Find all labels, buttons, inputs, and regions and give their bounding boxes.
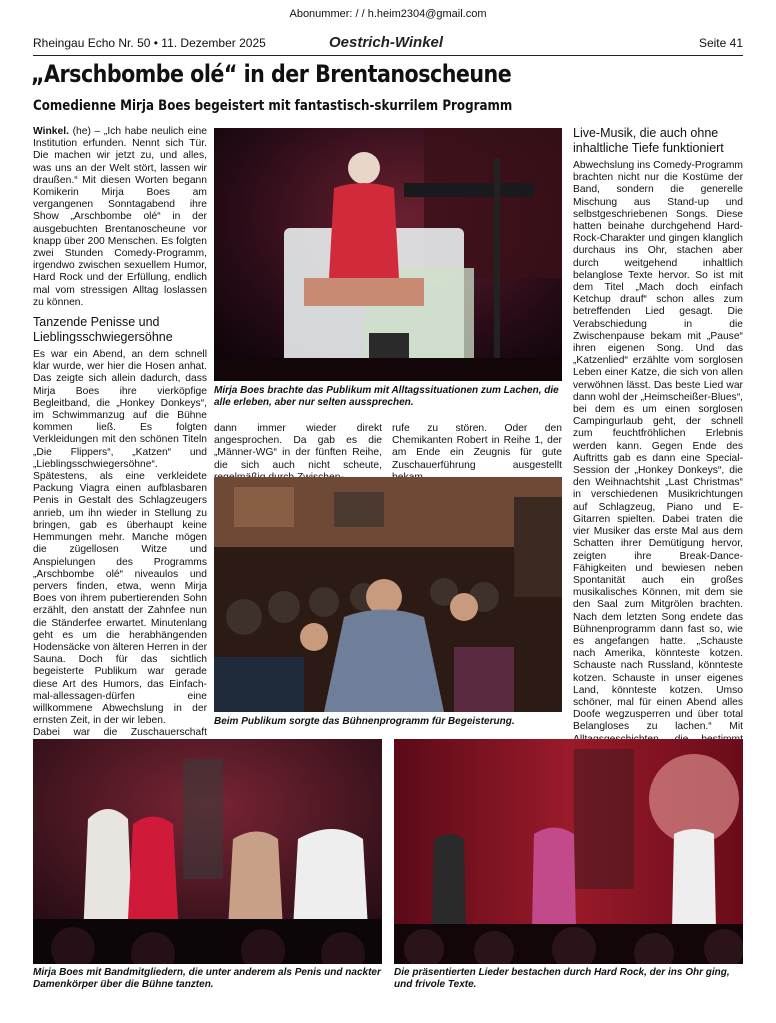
section-name: Oestrich-Winkel: [329, 34, 444, 51]
column-3-body: Abwechslung ins Comedy-Programm brachten nicht nur die Kostüme der Band, sondern die generelle Mischung aus Stand-up und selbstgeschriebenen Songs. Diese hatten beinahe durchgehend Hard-Rock-Charakter und gingen klanglich durchaus ins Ohr, stachen aber durch weitgehend inhaltlich belanglose Texte hervor. So ist mit dem Titel „Mach doch einfach Ketchup drauf“ schon alles zum betreffenden Lied gesagt. Die Verabschiedung in die Zwischenpause bekam mit „Pause“ ihren eigenen Song. Und das „Katzenlied“ erzählte vom sorglosen Leben einer Katze, die sich von allen verwöhnen lässt. Das beste Lied war dann wohl der „Heimscheißer-Blues“, bei dem es um einen sorglosen Campingurlaub geht, der schnell zum feuchtfröhlichen Erlebnis werden kann. Gegen Ende des Auftritts gab es dann eine Special-Session der „Honkey Donkeys“, die den Weihnachtshit „Last Christmas“ in verschiedenen Musikrichtungen auf Schlagzeug, Piano und E-Gitarren spielten. Dabei traten die vier Musiker das erste Mal aus dem Schatten ihrer Demütigung hervor, zeigten ihre Break-Dance-Fähigkeiten und bewiesen neben Spontanität auch ein großes musikalisches Können, mit dem sie den Saal zum Mitgrölen brachten. Nach dem letzten Song endete das Bühnenprogramm dann fast so, wie es angefangen hatte. „Schauste nach Amerika, könnteste kotzen. Schauste nach Russland, könnteste kotzen. Schauste in unser eigenes Land, könnteste kotzen. Umso schöner, mal für einen Abend alles Doofe wegzusperren und über total Belangloses zu lachen.“ Mit: [573, 160, 743, 733]
column-1-body: Es war ein Abend, an dem schnell klar wurde, wer hier die Hosen anhat. Das zeigte sich allein dadurch, dass Mirja Boes ihre vierköpfige Begleitband, die „Honkey Donkeys“, im Schwimmanzug auf die Bühne kommen ließ. Es folgten Verkleidungen mit den schönen Titeln „Die Flippers“, „Katzen“ und „Lieblingsschwiegersöhne“. Spätestens, als eine verkleidete Packung Viagra einen aufblasbaren Penis in Gestalt des Schlagzeugers anrieb, um ihn wieder in Stellung zu bringen, gab es überhaupt keine Hemmungen mehr. Manche mögen die zügellosen Witze und Anspielungen des Programms „Arschbombe olé“ niveaulos und pervers finden, etwa, wenn Mirja Boes von ihrem pubertierenden Sohn erzählt, den anstatt der Zahnfee nun die Ständerfee erwartet. Minutenlang geht es um die herabhängenden Hodensäcke von älteren Herren in der Sauna. Doch für das sichtlich begeisterte Publikum war gerade diese Art des Humors, das Einfach-mal-allessagen-dürfen eine willkommene Abwechslung in der ernsten Zeit, in der wir leben.: [33, 349, 208, 727]
subheading-2: Live-Musik, die auch ohne inhaltliche Tiefe funktioniert: [573, 126, 724, 155]
subscriber-line: Abonummer: / / h.heim2304@gmail.com: [289, 8, 487, 20]
middle-column-a-text: dann immer wieder direkt angesprochen. Da gab es die „Männer-WG“ in der fünften Reihe, die sich auch nicht scheute,: [214, 423, 382, 471]
subheading-1: Tanzende Penisse und Lieblingsschwiegersöhne: [33, 315, 173, 345]
middle-column-a: [214, 423, 382, 484]
photo-band-costumes: [33, 739, 382, 964]
caption-photo-3: Mirja Boes mit Bandmitgliedern, die unter anderem als Penis und nackter Damenkörper über die Bühne tanzten.: [33, 967, 381, 990]
page-header: [33, 36, 743, 54]
caption-photo-1: Mirja Boes brachte das Publikum mit Alltagssituationen zum Lachen, die alle erleben, aber nur selten aussprechen.: [214, 385, 559, 408]
paper-issue: Rheingau Echo Nr. 50 • 11. Dezember 2025: [33, 36, 266, 50]
caption-photo-4: Die präsentierten Lieder bestachen durch Hard Rock, der ins Ohr ging, und frivole Texte.: [394, 967, 730, 990]
photo-band-performance: [394, 739, 743, 964]
dateline: Winkel.: [33, 126, 69, 137]
header-rule: [33, 55, 743, 56]
middle-column-b: [392, 423, 562, 484]
middle-column-b-text: rufe zu stören. Oder den Chemikanten Robert in Reihe 1, der am Ende ein Zeugnis für gute Zuschauerführung ausgestellt: [392, 423, 562, 471]
column-1-body-2: Dabei war die Zuschauerschaft: [33, 727, 207, 739]
page-number: Seite 41: [698, 36, 743, 50]
photo-audience: [214, 477, 562, 712]
article-column-3: [573, 126, 743, 819]
article-title: „Arschbombe olé“ in der Brentanoscheune: [31, 60, 512, 88]
caption-photo-2: Beim Publikum sorgte das Bühnenprogramm für Begeisterung.: [214, 716, 515, 727]
article-column-1: [33, 126, 207, 813]
intro-text: (he) – „Ich habe neulich eine Institution erfunden. Nennt sich Tür. Die machen wir jetzt zu, und alles, was uns an der Welt stört, lassen wir draußen.“ Mit diesen Worten begann Komikerin Mirja Boes am vergangenen Sonntagabend ihre Show „Arschbombe olé“ in der ausgebuchten Brentanoscheune vor knapp über 200 Menschen. Es folgten zwei Stunden Comedy-Programm, irgendwo zwischen sexuellem Humor, Hard Rock und der Erfüllung, endlich mal vom stressigen Alltag loslassen zu können.: [33, 126, 207, 308]
photo-singer-on-stage: [214, 128, 562, 381]
article-subtitle: Comedienne Mirja Boes begeistert mit fantastisch-skurrilem Programm: [33, 98, 513, 114]
